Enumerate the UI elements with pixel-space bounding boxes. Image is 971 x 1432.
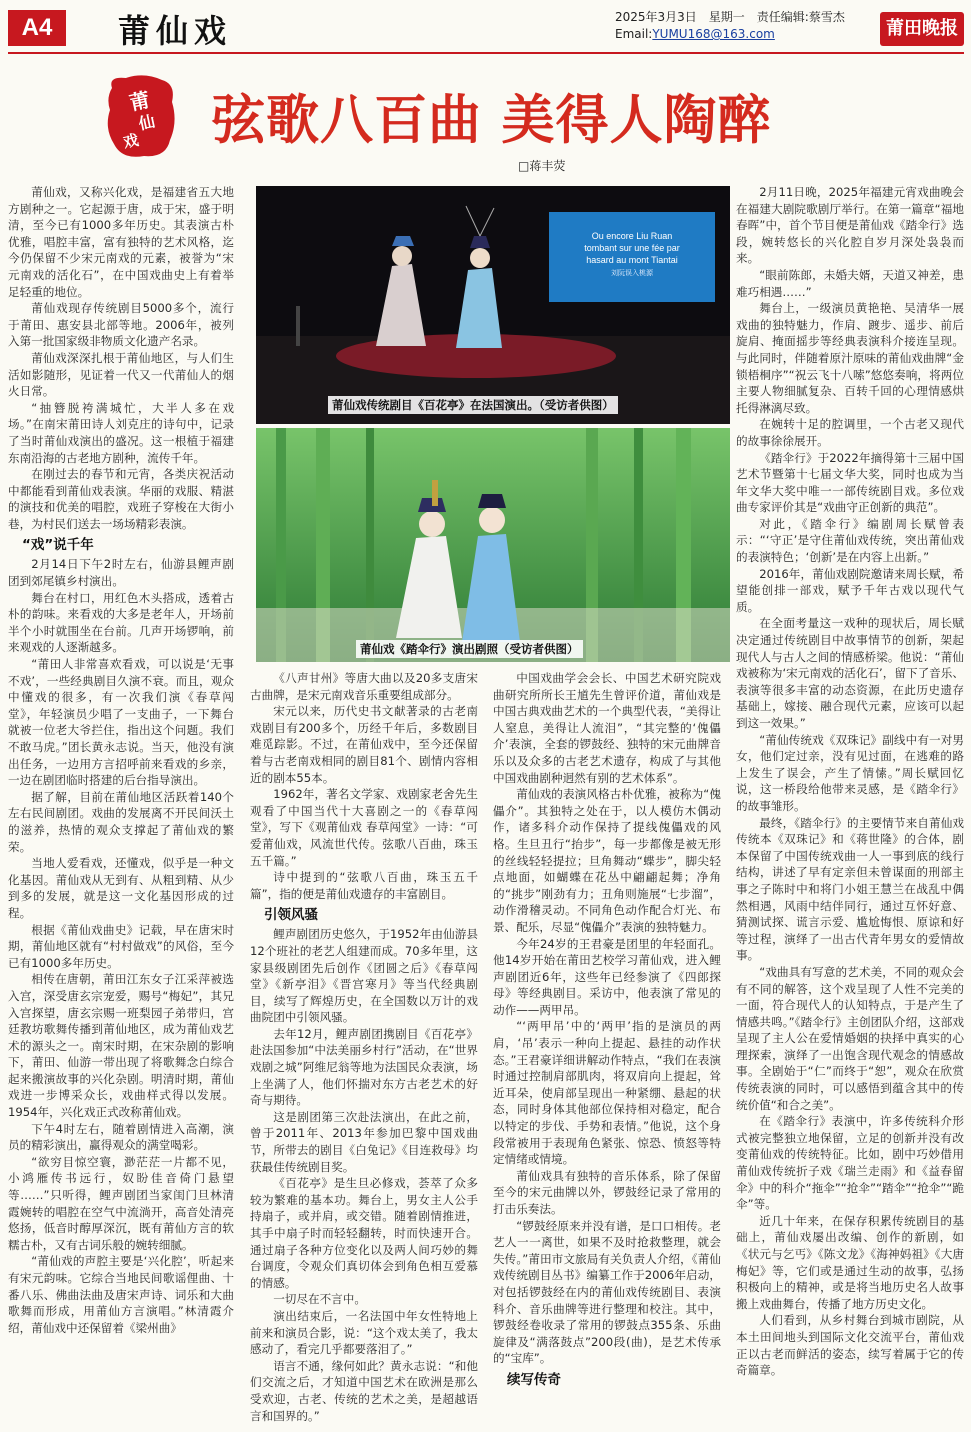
paragraph: 1962年，著名文学家、戏剧家老舍先生观看了中国当代十大喜剧之一的《春草闯堂》，写下《观莆仙戏 春草闯堂》一诗：“可爱莆仙戏，风流世代传。弦歌八百曲，珠玉五千篇。” (250, 787, 478, 868)
paragraph: 《百花亭》是生旦必修戏，荟萃了众多较为繁难的基本功。舞台上，男女主人公手持扇子，或并肩，或交错。随着剧情推进，其手中扇子时而轻轻翻转，时而快速开合。通过扇子各种方位变化以及两人间巧妙的舞台调度，令观众们真切体会到角色相互爱慕的情感。 (250, 1176, 478, 1290)
paragraph: 相传在唐朝，莆田江东女子江采萍被选入宫，深受唐玄宗宠爱，赐号“梅妃”，其兄入宫探望，唐玄宗赐一班梨园子弟带归，宫廷教坊歌舞传播到莆仙地区，成为莆仙戏艺术的源头之一。南宋时期，在宋杂剧的影响下，莆田、仙游一带出现了将歌舞念白综合起来搬演故事的兴化杂剧。明清时期，莆仙戏进一步博采众长，戏曲样式得以发展。1954年，兴化戏正式改称莆仙戏。 (8, 972, 234, 1120)
subheading: “戏”说千年 (22, 537, 94, 554)
bamboo-scene (256, 428, 730, 662)
paragraph: 莆仙戏，又称兴化戏，是福建省五大地方剧种之一。它起源于唐，成于宋，盛于明清，至今已有1000多年历史。其表演古朴优雅，唱腔丰富，富有独特的艺术风格，迄今仍保留不少宋元南戏的元素，被誉为“宋元南戏的活化石”，在中国戏曲史上有着举足轻重的地位。 (8, 185, 234, 299)
paragraph: 2月14日下午2时左右，仙游县鲤声剧团到郊尾镇乡村演出。 (8, 557, 234, 589)
paragraph: 莆仙戏现存传统剧目5000多个，流行于莆田、惠安县北部等地。2006年，被列入第一批国家级非物质文化遗产名录。 (8, 301, 234, 349)
paragraph: “莆仙戏的声腔主要是‘兴化腔’，听起来有宋元韵味。它综合当地民间歌谣俚曲、十番八乐、佛曲法曲及唐宋声诗、词乐和大曲歌舞而形成，用莆仙方言演唱。”林清霞介绍，莆仙戏中还保留着《梁州曲》 (8, 1254, 234, 1335)
paragraph: 当地人爱看戏，还懂戏，似乎是一种文化基因。莆仙戏从无到有、从粗到精、从少到多的发展，就是这一文化基因形成的过程。 (8, 856, 234, 920)
paragraph: 舞台上，一级演员黄艳艳、吴清华一展戏曲的独特魅力，作肩、踱步、遥步、前后旋肩、掩面摇步等经典表演科介接连呈现。与此同时，伴随着原汁原味的莆仙戏曲牌“金锁梧桐序”“祝云飞十八嗦”悠悠奏响，将两位主要人物细腻复杂、百转千回的心理情感烘托得淋漓尽致。 (736, 301, 964, 415)
paragraph: 人们看到，从乡村舞台到城市剧院，从本土田间地头到国际文化交流平台，莆仙戏正以古老而鲜活的姿态，续写着属于它的传奇篇章。 (736, 1313, 964, 1378)
paragraph: “抽簪脱袴满城忙，大半人多在戏场。”在南宋莆田诗人刘克庄的诗句中，记录了当时莆仙戏演出的盛况。这一根植于福建东南沿海的古老地方剧种，流传千年。 (8, 400, 234, 465)
paragraph: “欲穷目惊空寰，渺茫茫一片都不见，小鸿雁传书远行，奴盼佳音倚门悬望等……”只听得，鲤声剧团当家闺门旦林清霞婉转的唱腔在空气中流淌开，高音处清亮悠扬，低音时醇厚深沉，既有莆仙方言的软糯古朴，又有古词乐般的婉转细腻。 (8, 1154, 234, 1252)
paragraph: 下午4时左右，随着剧情进入高潮，演员的精彩演出，赢得观众的满堂喝彩。 (8, 1121, 234, 1153)
paragraph: 2月11日晚，2025年福建元宵戏曲晚会在福建大剧院歌剧厅举行。在第一篇章“福地春晖”中，首个节目便是莆仙戏《踏伞行》选段，婉转悠长的兴化腔自岁月深处袅袅而来。 (736, 185, 964, 266)
paragraph: 舞台在村口，用红色木头搭成，透着古朴的韵味。来看戏的大多是老年人，开场前半个小时就围坐在台前。几声开场锣响，前来观戏的人逐渐越多。 (8, 590, 234, 655)
article-headline: 弦歌八百曲 美得人陶醉 (212, 90, 772, 151)
paragraph: 莆仙戏具有独特的音乐体系，除了保留至今的宋元曲牌以外，锣鼓经记录了常用的打击乐奏法。 (493, 1168, 721, 1216)
paragraph: “‘两甲吊’中的‘两甲’指的是演员的两肩，‘吊’表示一种向上提起、悬挂的动作状态。”王君豪详细讲解动作特点，“我们在表演时通过控制肩部肌肉，将双肩向上提起，耸近耳朵，使肩部呈现出一种紧绷、悬起的状态，同时身体其他部位保持相对稳定，配合以特定的步伐、手势和表情。”他说，这个身段常被用于表现角色紧张、惊恐、愤怒等特定情绪或情境。 (493, 1019, 721, 1167)
photo2-caption: 莆仙戏《踏伞行》演出剧照（受访者供图） (356, 640, 583, 658)
article-column-3 (493, 670, 721, 1428)
paragraph: 在婉转十足的腔调里，一个古老又现代的故事徐徐展开。 (736, 417, 964, 448)
paragraph: 根据《莆仙戏曲史》记载，早在唐宋时期，莆仙地区就有“村村做戏”的风俗，至今已有1000多年历史。 (8, 922, 234, 970)
paragraph: 2016年，莆仙戏剧院邀请来周长赋，希望能创排一部戏，赋予千年古戏以现代气质。 (736, 566, 964, 614)
email-line (615, 26, 845, 43)
screen-line-3: hasard au mont Tiantai (586, 255, 678, 265)
paragraph: “莆田人非常喜欢看戏，可以说是‘无事不戏’，一些经典剧目久演不衰。而且，观众中懂戏的很多，有一次我们演《春草闯堂》，年轻演员少唱了一支曲子，一下舞台就被一位老大爷拦住，指出这个问题。我们不敢马虎。”团长黄永志说。当天，他没有演出任务，一边用方言招呼前来看戏的乡亲，一边在剧团临时搭建的后台指导演出。 (8, 657, 234, 788)
screen-line-2: tombant sur une fée par (584, 243, 680, 253)
subheading: 引领风骚 (264, 907, 318, 924)
email-link[interactable]: YUMU168@163.com (652, 27, 775, 41)
paragraph: 《踏伞行》于2022年摘得第十三届中国艺术节暨第十七届文华大奖，同时也成为当年文华大奖中唯一一部传统剧目戏。多位戏曲专家评价其是“戏曲守正创新的典范”。 (736, 450, 964, 515)
paragraph: 语言不通，缘何如此？黄永志说：“和他们交流之后，才知道中国艺术在欧洲是那么受欢迎，古老、传统的艺术之美，是超越语言和国界的。” (250, 1358, 478, 1423)
paragraph: 最终，《踏伞行》的主要情节来自莆仙戏传统本《双珠记》和《蒋世隆》的合体，剧本保留了中国传统戏曲一人一事到底的线行结构，讲述了早有定亲但未曾谋面的刑部主事之子陈时中和将门小姐王慧兰在战乱中偶然相遇，风雨中结伴同行，通过互怀好意、猜测试探、谎言示爱、尴尬悔恨、原谅和好等过程，演绎了一出古代青年男女的爱情故事。 (736, 815, 964, 963)
paragraph: 诗中提到的“弦歌八百曲，珠玉五千篇”，指的便是莆仙戏遗存的丰富剧目。 (250, 870, 478, 901)
seal-text-3: 戏 (121, 130, 141, 152)
article-column-1 (8, 184, 234, 1428)
seal-logo (104, 70, 178, 160)
paragraph: 在全面考量这一戏种的现状后，周长赋决定通过传统剧目中故事情节的创新，架起现代人与古人之间的情感桥梁。他说：“莆仙戏被称为‘宋元南戏的活化石’，留下了音乐、表演等很多丰富的动态资源，在此历史遗存基础上，嫁接、融合现代元素，应该可以起到这一效果。” (736, 616, 964, 730)
edition-meta (615, 9, 845, 43)
paragraph: 在《踏伞行》表演中，许多传统科介形式被完整独立地保留，立足的创新并没有改变莆仙戏的传统特征。比如，剧中巧妙借用莆仙戏传统折子戏《瑞兰走雨》和《益春留伞》中的科介“拖伞”“抢伞”“踏伞”“抢伞”“跪伞”等。 (736, 1114, 964, 1212)
photo-ta-san-xing (256, 428, 730, 662)
paragraph: “戏曲具有写意的艺术美，不同的观众会有不同的解答，这个戏呈现了人性不完美的一面，符合现代人的认知特点，于是产生了情感共鸣。”《踏伞行》主创团队介绍，这部戏呈现了主人公在爱情婚姻的抉择中真实的心理探索，演绎了一出饱含现代观念的情感故事。全剧始于“仁”而终于“恕”，观众在欣赏传统表演的同时，可以感悟到蕴含其中的传统价值“和合之美”。 (736, 964, 964, 1112)
header-divider (8, 52, 964, 54)
paragraph: 《八声甘州》等唐大曲以及20多支唐宋古曲牌，是宋元南戏音乐重要组成部分。 (250, 671, 478, 702)
screen-line-4: 刘阮误入桃源 (611, 269, 653, 277)
paragraph: 宋元以来，历代史书文献著录的古老南戏剧目有200多个，历经千年后，多数剧目难觅踪影。不过，在莆仙戏中，至今还保留着与古老南戏相同的剧目81个、剧情内容相近的剧本55本。 (250, 704, 478, 785)
stage-scene (256, 186, 730, 424)
paragraph: 这是剧团第三次赴法演出，在此之前，曾于2011年、2013年参加巴黎中国戏曲节，所带去的剧目《白兔记》《目连救母》均获最佳传统剧目奖。 (250, 1109, 478, 1174)
photo1-caption: 莆仙戏传统剧目《百花亭》在法国演出。（受访者供图） (328, 396, 618, 414)
paragraph: 一切尽在不言中。 (273, 1292, 366, 1307)
photo-paris-stage (256, 186, 730, 424)
paragraph: 对此，《踏伞行》编剧周长赋曾表示：“‘守正’是守住莆仙戏传统，突出莆仙戏的表演特色；‘创新’是在内容上出新。” (736, 516, 964, 565)
paragraph: 在刚过去的春节和元宵，各类庆祝活动中都能看到莆仙戏表演。华丽的戏服、精湛的演技和优美的唱腔，戏班子穿梭在大街小巷，为村民们送去一场场精彩表演。 (8, 467, 234, 531)
article-column-2 (250, 670, 478, 1428)
paragraph: 近几十年来，在保存积累传统剧目的基础上，莆仙戏屡出改编、创作的新剧，如《状元与乞丐》《陈文龙》《海神妈祖》《大唐梅妃》等，它们或是通过生动的故事，弘扬积极向上的精神，或是将当地历史名人故事搬上戏曲舞台，传播了地方历史文化。 (736, 1213, 964, 1311)
paragraph: 莆仙戏深深扎根于莆仙地区，与人们生活如影随形，见证着一代又一代莆仙人的烟火日常。 (8, 350, 234, 399)
screen-line-1: Ou encore Liu Ruan (591, 231, 673, 241)
paragraph: 今年24岁的王君豪是团里的年轻面孔。他14岁开始在莆田艺校学习莆仙戏，进入鲤声剧团近6年，这些年已经参演了《四郎探母》等经典剧目。采访中，他表演了常见的动作——两甲吊。 (493, 936, 721, 1017)
paragraph: 鲤声剧团历史悠久，于1952年由仙游县12个班社的老艺人组建而成。70多年里，这家县级剧团先后创作《团圆之后》《春草闯堂》《新亭泪》《晋宫寒月》等当代经典剧目，续写了辉煌历史，在全国数以万计的戏曲院团中引领风骚。 (250, 927, 478, 1025)
email-label: Email: (615, 27, 653, 41)
paragraph: “锣鼓经原来并没有谱，是口口相传。老艺人一一离世，如果不及时抢救整理，就会失传。”莆田市文旅局有关负责人介绍，《莆仙戏传统剧目丛书》编纂工作于2006年启动，对包括锣鼓经在内的莆仙戏传统剧目、表演科介、音乐曲牌等进行整理和校注。其中，锣鼓经卷收录了常用的锣鼓点355条、乐曲旋律及“满落鼓点”200段(曲)，是艺术传承的“宝库”。 (493, 1218, 721, 1366)
seal-text-2: 仙 (137, 111, 157, 134)
article-byline: □蒋丰荧 (518, 159, 566, 173)
paragraph: “莆仙传统戏《双珠记》副线中有一对男女，他们定过亲，没有见过面，在逃难的路上发生了误会，产生了情愫。”周长赋回忆说，这一桥段给他带来灵感，是《踏伞行》的故事雏形。 (736, 732, 964, 813)
paragraph: 莆仙戏的表演风格古朴优雅，被称为“傀儡介”。其独特之处在于，以人模仿木偶动作，诸多科介动作保持了提线傀儡戏的风格。生旦丑行“抬步”，每一步都像是被无形的丝线轻轻提拉；旦角舞动“蝶步”，脚尖轻点地面，如蝴蝶在花丛中翩翩起舞；净角的“挑步”刚劲有力；丑角则施展“七步溜”，动作滑稽灵动。不同角色动作配合灯光、布景、配乐，尽显“傀儡介”表演的独特魅力。 (493, 787, 721, 934)
date-editor-line: 2025年3月3日 星期一 责任编辑:蔡雪杰 (615, 10, 845, 24)
paragraph: 中国戏曲学会会长、中国艺术研究院戏曲研究所所长王馗先生曾评价道，莆仙戏是中国古典戏曲艺术的一个典型代表，“美得让人窒息，美得让人流泪”，“其完整的‘傀儡介’表演，全套的锣鼓经、独特的宋元曲牌音乐以及众多的古老艺术遗存，构成了与其他中国戏曲剧种迥然有别的艺术体系”。 (493, 671, 721, 785)
page-number-tag: A4 (8, 10, 66, 46)
article-column-4 (736, 184, 964, 1428)
newspaper-logo: 莆田晚报 (880, 12, 964, 46)
subheading: 续写传奇 (507, 1371, 561, 1388)
section-title: 莆仙戏 (118, 12, 233, 50)
paragraph: “眼前陈郎，未婚夫婿，天道又神差，患难巧相遇……” (736, 267, 964, 299)
seal-text-1: 莆 (127, 87, 152, 115)
paragraph: 演出结束后，一名法国中年女性特地上前来和演员合影，说：“这个戏太美了，我太感动了，看完几乎都要落泪了。” (250, 1308, 478, 1357)
paragraph: 据了解，目前在莆仙地区活跃着140个左右民间剧团。戏曲的发展离不开民间沃土的滋养，热情的观众支撑起了莆仙戏的繁荣。 (8, 789, 234, 854)
paragraph: 去年12月，鲤声剧团携剧目《百花亭》赴法国参加“中法美丽乡村行”活动，在“世界戏剧之城”阿维尼翁等地为法国民众表演，场上坐满了人，他们怀揣对东方古老艺术的好奇与期待。 (250, 1026, 478, 1108)
